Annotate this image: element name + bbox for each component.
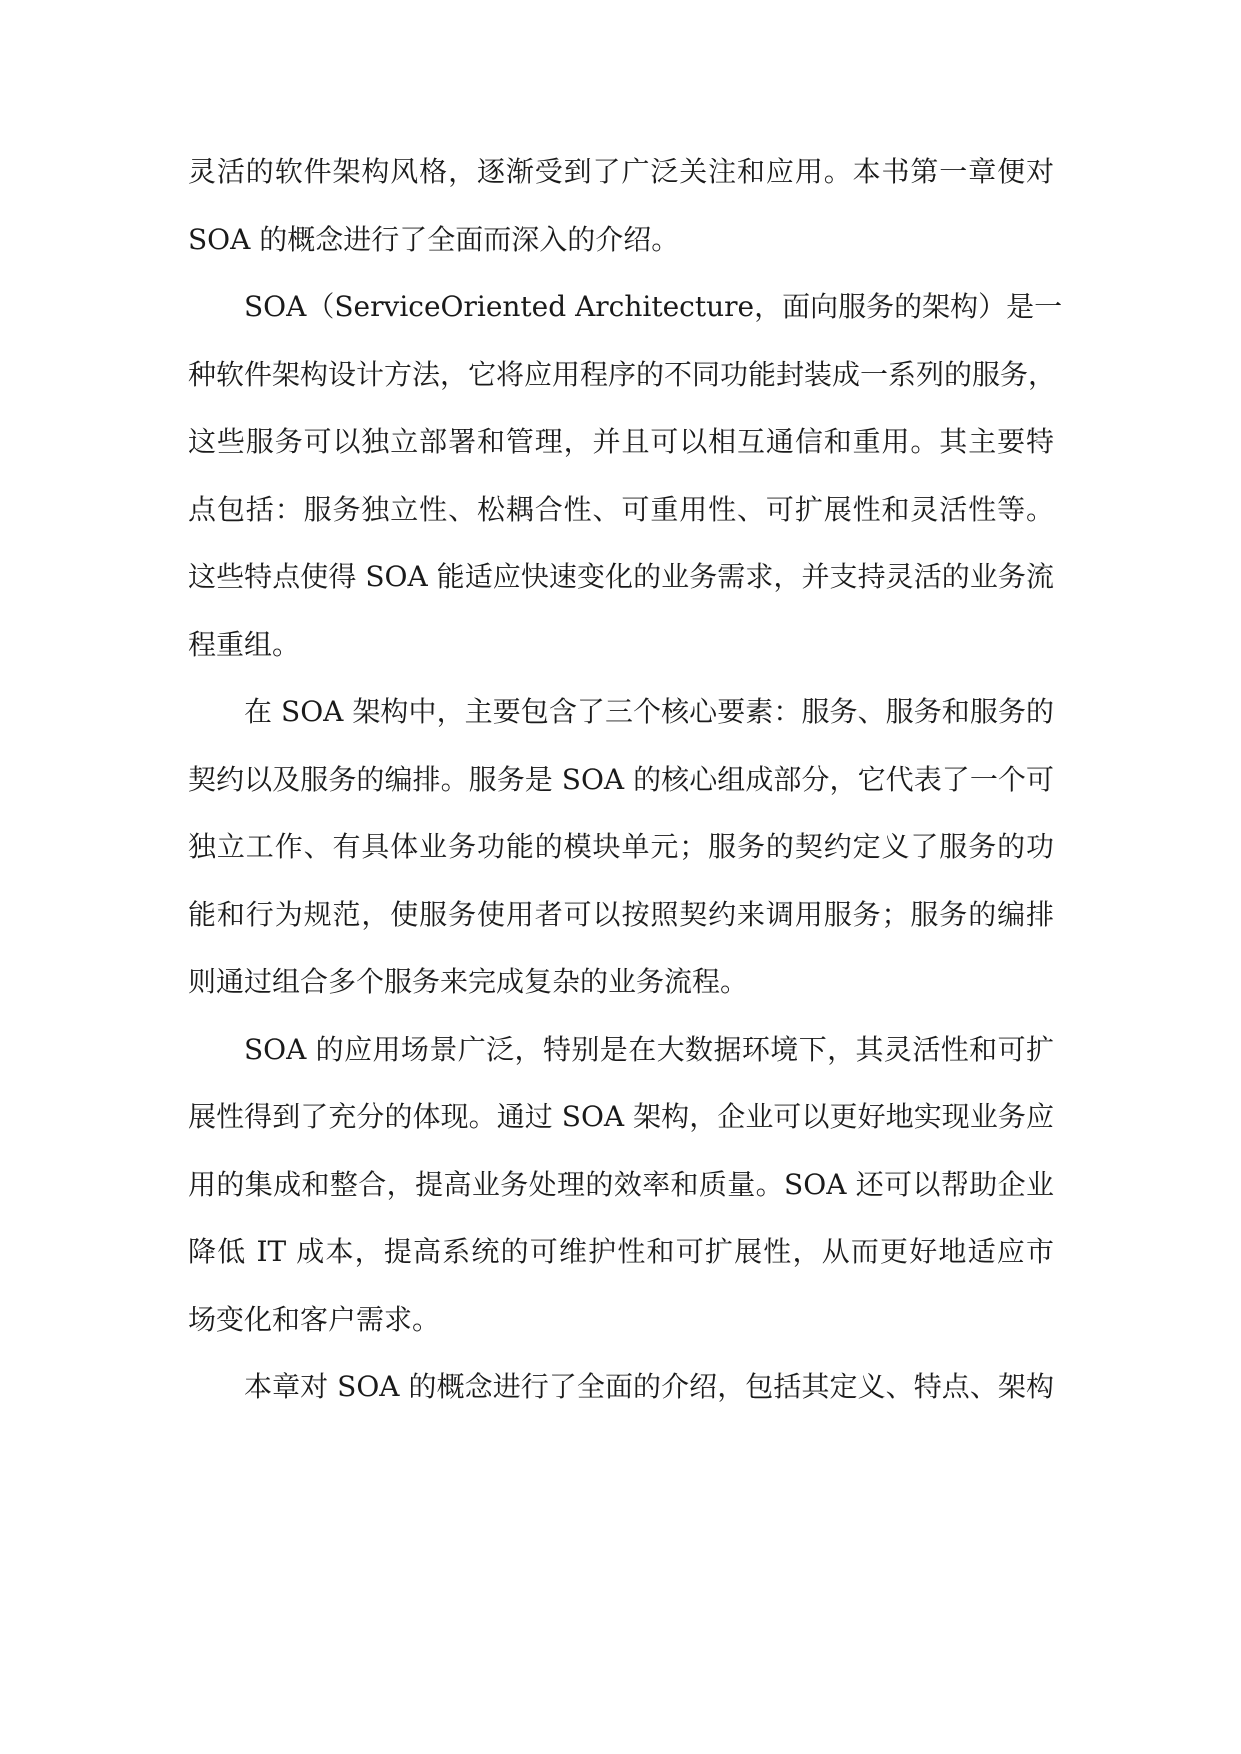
paragraph-3-line-5: 则通过组合多个服务来完成复杂的业务流程。 [188,965,749,998]
paragraph-4-line-4: 降低 IT 成本，提高系统的可维护性和可扩展性，从而更好地适应市 [188,1235,1054,1268]
paragraph-2-line-4: 点包括：服务独立性、松耦合性、可重用性、可扩展性和灵活性等。 [188,492,1054,526]
paragraph-3-line-4: 能和行为规范，使服务使用者可以按照契约来调用服务；服务的编排 [188,897,1054,931]
paragraph-3-line-2: 契约以及服务的编排。服务是 SOA 的核心组成部分，它代表了一个可 [188,762,1054,796]
paragraph-2-line-6: 程重组。 [188,627,301,661]
paragraph-2-line-5: 这些特点使得 SOA 能适应快速变化的业务需求，并支持灵活的业务流 [188,560,1054,593]
paragraph-4-line-5: 场变化和客户需求。 [188,1302,441,1336]
paragraph-2-line-2: 种软件架构设计方法，它将应用程序的不同功能封装成一系列的服务， [188,357,1057,391]
paragraph-3-line-3: 独立工作、有具体业务功能的模块单元；服务的契约定义了服务的功 [188,830,1054,863]
paragraph-1-line-1: 灵活的软件架构风格，逐渐受到了广泛关注和应用。本书第一章便对 [188,155,1054,188]
paragraph-5-line-1: 本章对 SOA 的概念进行了全面的介绍，包括其定义、特点、架构 [244,1370,1054,1403]
paragraph-4-line-3: 用的集成和整合，提高业务处理的效率和质量。SOA 还可以帮助企业 [188,1167,1054,1201]
paragraph-2-line-1: SOA（ServiceOriented Architecture，面向服务的架构）是一 [244,290,1063,323]
body-text [188,138,1063,1421]
paragraph-4-line-1: SOA 的应用场景广泛，特别是在大数据环境下，其灵活性和可扩 [244,1032,1054,1066]
paragraph-2-line-3: 这些服务可以独立部署和管理，并且可以相互通信和重用。其主要特 [188,425,1054,458]
paragraph-4-line-2: 展性得到了充分的体现。通过 SOA 架构，企业可以更好地实现业务应 [188,1100,1054,1133]
paragraph-3-line-1: 在 SOA 架构中，主要包含了三个核心要素：服务、服务和服务的 [244,695,1054,728]
paragraph-1-line-2: SOA 的概念进行了全面而深入的介绍。 [188,222,680,256]
